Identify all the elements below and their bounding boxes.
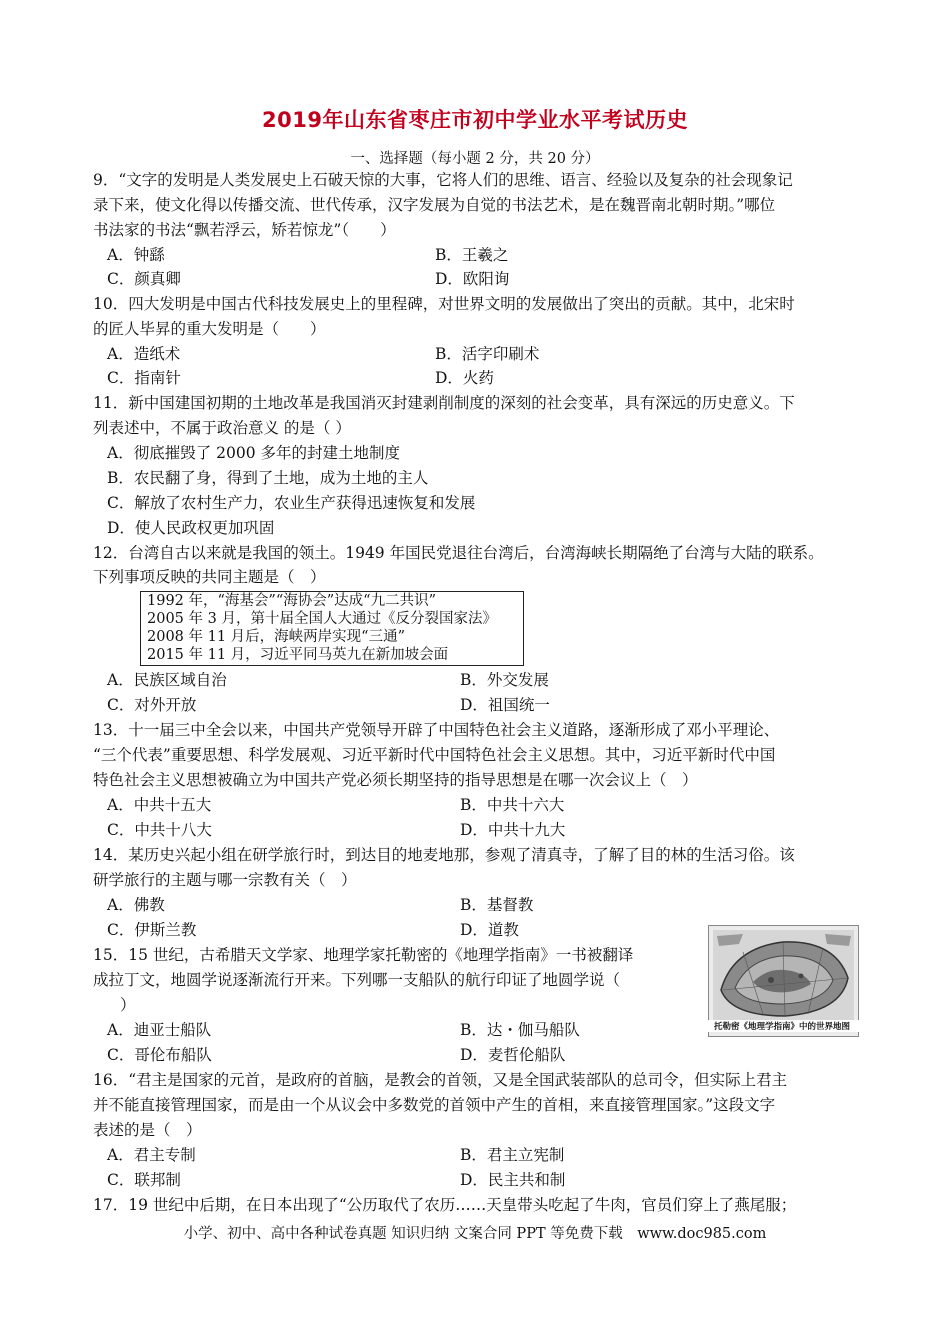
q9-option-c: C．颜真卿 [107, 270, 181, 288]
question-11-line-2: 列表述中，不属于政治意义 的是（ ） [93, 419, 351, 437]
q14-option-b: B．基督教 [460, 896, 534, 914]
q15-option-b: B．达・伽马船队 [460, 1021, 580, 1039]
question-15-line-2: 成拉丁文，地圆学说逐渐流行开来。下列哪一支船队的航行印证了地圆学说（ [93, 971, 621, 989]
q12-material-4: 2015 年 11 月，习近平同马英九在新加坡会面 [147, 647, 449, 663]
q16-option-c: C．联邦制 [107, 1171, 181, 1189]
q12-option-c: C．对外开放 [107, 696, 197, 714]
q13-option-d: D．中共十九大 [460, 821, 566, 839]
q14-option-c: C．伊斯兰教 [107, 921, 197, 939]
map-caption: 托勒密《地理学指南》中的世界地图 [704, 1020, 860, 1032]
q16-option-d: D．民主共和制 [460, 1171, 566, 1189]
question-15-line-3: ） [120, 996, 136, 1014]
q12-material-2: 2005 年 3 月，第十届全国人大通过《反分裂国家法》 [147, 611, 497, 627]
q14-option-a: A．佛教 [107, 896, 165, 914]
q15-option-c: C．哥伦布船队 [107, 1046, 212, 1064]
q9-option-d: D．欧阳询 [435, 270, 510, 288]
question-12-line-2: 下列事项反映的共同主题是（ ） [93, 568, 326, 586]
q11-option-d: D．使人民政权更加巩固 [107, 519, 275, 537]
question-13-line-1: 13．十一届三中全会以来，中国共产党领导开辟了中国特色社会主义道路，逐渐形成了邓小平理论、 [93, 721, 780, 739]
q12-material-3: 2008 年 11 月后，海峡两岸实现“三通” [147, 629, 406, 645]
question-13-line-2: “三个代表”重要思想、科学发展观、习近平新时代中国特色社会主义思想。其中，习近平新时代中国 [93, 746, 776, 764]
page-footer: 小学、初中、高中各种试卷真题 知识归纳 文案合同 PPT 等免费下载 www.doc985.com [183, 1226, 767, 1242]
question-9-line-2: 录下来，使文化得以传播交流、世代传承，汉字发展为自觉的书法艺术，是在魏晋南北朝时期。”哪位 [93, 196, 776, 214]
q11-option-a: A．彻底摧毁了 2000 多年的封建土地制度 [107, 444, 400, 462]
question-12-line-1: 12．台湾自古以来就是我国的领土。1949 年国民党退往台湾后，台湾海峡长期隔绝了台湾与大陆的联系。 [93, 544, 824, 562]
question-11-line-1: 11．新中国建国初期的土地改革是我国消灭封建剥削制度的深刻的社会变革，具有深远的历史意义。下 [93, 394, 795, 412]
q16-option-b: B．君主立宪制 [460, 1146, 565, 1164]
q12-material-1: 1992 年，“海基会”“海协会”达成“九二共识” [147, 593, 436, 609]
question-10-line-1: 10．四大发明是中国古代科技发展史上的里程碑，对世界文明的发展做出了突出的贡献。其中，北宋时 [93, 295, 795, 313]
question-13-line-3: 特色社会主义思想被确立为中国共产党必须长期坚持的指导思想是在哪一次会议上（ ） [93, 771, 698, 789]
page-title: 2019年山东省枣庄市初中学业水平考试历史 [262, 108, 688, 132]
question-15-line-1: 15．15 世纪，古希腊天文学家、地理学家托勒密的《地理学指南》一书被翻译 [93, 946, 634, 964]
question-9-line-3: 书法家的书法“飘若浮云，矫若惊龙”（ ） [93, 221, 396, 239]
q12-option-b: B．外交发展 [460, 671, 549, 689]
world-map-icon [713, 930, 854, 1022]
q14-option-d: D．道教 [460, 921, 519, 939]
q12-material-box [140, 591, 524, 666]
question-9-line-1: 9．“文字的发明是人类发展史上石破天惊的大事，它将人们的思维、语言、经验以及复杂的社会现象记 [93, 171, 793, 189]
q10-option-a: A．造纸术 [107, 345, 181, 363]
q13-option-b: B．中共十六大 [460, 796, 565, 814]
question-17-line-1: 17．19 世纪中后期，在日本出现了“公历取代了农历……天皇带头吃起了牛肉，官员们穿上了燕尾服； [93, 1196, 797, 1214]
question-16-line-2: 并不能直接管理国家，而是由一个从议会中多数党的首领中产生的首相，来直接管理国家。”这段文字 [93, 1096, 776, 1114]
q11-option-c: C．解放了农村生产力，农业生产获得迅速恢复和发展 [107, 494, 476, 512]
section-heading: 一、选择题（每小题 2 分，共 20 分） [350, 151, 600, 167]
q10-option-d: D．火药 [435, 369, 494, 387]
q9-option-b: B．王羲之 [435, 246, 509, 264]
q16-option-a: A．君主专制 [107, 1146, 196, 1164]
q12-option-d: D．祖国统一 [460, 696, 550, 714]
q9-option-a: A．钟繇 [107, 246, 165, 264]
q10-option-b: B．活字印刷术 [435, 345, 540, 363]
q13-option-a: A．中共十五大 [107, 796, 212, 814]
q15-option-d: D．麦哲伦船队 [460, 1046, 566, 1064]
question-16-line-3: 表述的是（ ） [93, 1121, 202, 1139]
q11-option-b: B．农民翻了身，得到了土地，成为土地的主人 [107, 469, 429, 487]
q15-option-a: A．迪亚士船队 [107, 1021, 212, 1039]
question-10-line-2: 的匠人毕昇的重大发明是（ ） [93, 320, 326, 338]
q12-option-a: A．民族区域自治 [107, 671, 227, 689]
question-14-line-2: 研学旅行的主题与哪一宗教有关（ ） [93, 871, 357, 889]
q13-option-c: C．中共十八大 [107, 821, 212, 839]
q10-option-c: C．指南针 [107, 369, 181, 387]
question-16-line-1: 16．“君主是国家的元首，是政府的首脑，是教会的首领，又是全国武装部队的总司令，但实际上君主 [93, 1071, 788, 1089]
question-14-line-1: 14．某历史兴起小组在研学旅行时，到达目的地麦地那，参观了清真寺，了解了目的林的生活习俗。该 [93, 846, 795, 864]
